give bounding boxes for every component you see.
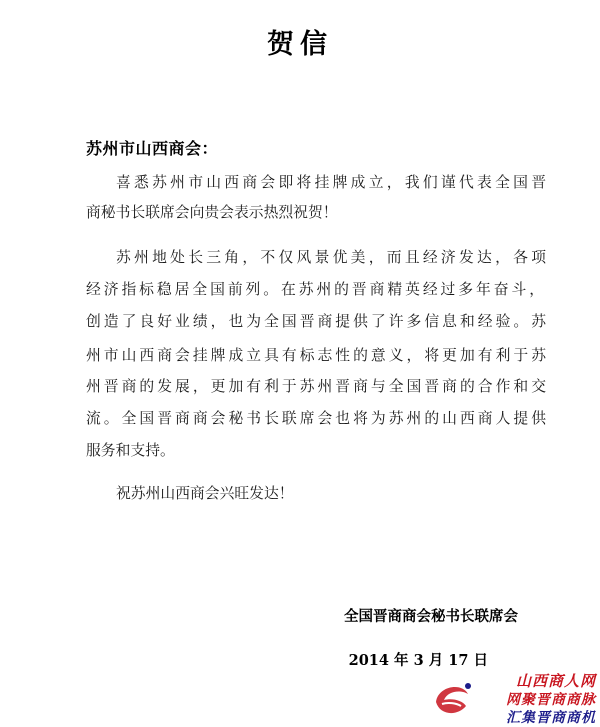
body-line: 创造了良好业绩，也为全国晋商提供了许多信息和经验。苏: [86, 313, 546, 330]
letter-title: 贺信: [267, 29, 333, 60]
salutation: 苏州市山西商会：: [86, 139, 219, 158]
site-logo-icon: [428, 672, 478, 722]
body-line: 苏州地处长三角，不仅风景优美，而且经济发达，各项: [116, 249, 546, 266]
body-line: 经济指标稳居全国前列。在苏州的晋商精英经过多年奋斗，: [86, 281, 544, 298]
body-line: 州晋商的发展，更加有利于苏州晋商与全国晋商的合作和交: [86, 378, 546, 395]
body-line: 州市山西商会挂牌成立具有标志性的意义，将更加有利于苏: [86, 347, 546, 364]
watermark-site-name: 山西商人网: [515, 672, 596, 690]
watermark-slogan-2: 汇集晋商商机: [506, 710, 596, 726]
body-line: 商秘书长联席会向贵会表示热烈祝贺！: [86, 204, 338, 221]
closing-line: 祝苏州山西商会兴旺发达！: [116, 485, 294, 502]
site-watermark: [428, 668, 600, 727]
body-line: 流。全国晋商商会秘书长联席会也将为苏州的山西商人提供: [86, 410, 546, 427]
signature: 全国晋商商会秘书长联席会: [344, 609, 518, 625]
letter-date: 2014 年 3 月 17 日: [348, 652, 488, 669]
watermark-slogan-1: 网聚晋商商脉: [506, 692, 596, 708]
body-line: 服务和支持。: [86, 442, 175, 459]
body-line: 喜悉苏州市山西商会即将挂牌成立，我们谨代表全国晋: [116, 174, 546, 191]
